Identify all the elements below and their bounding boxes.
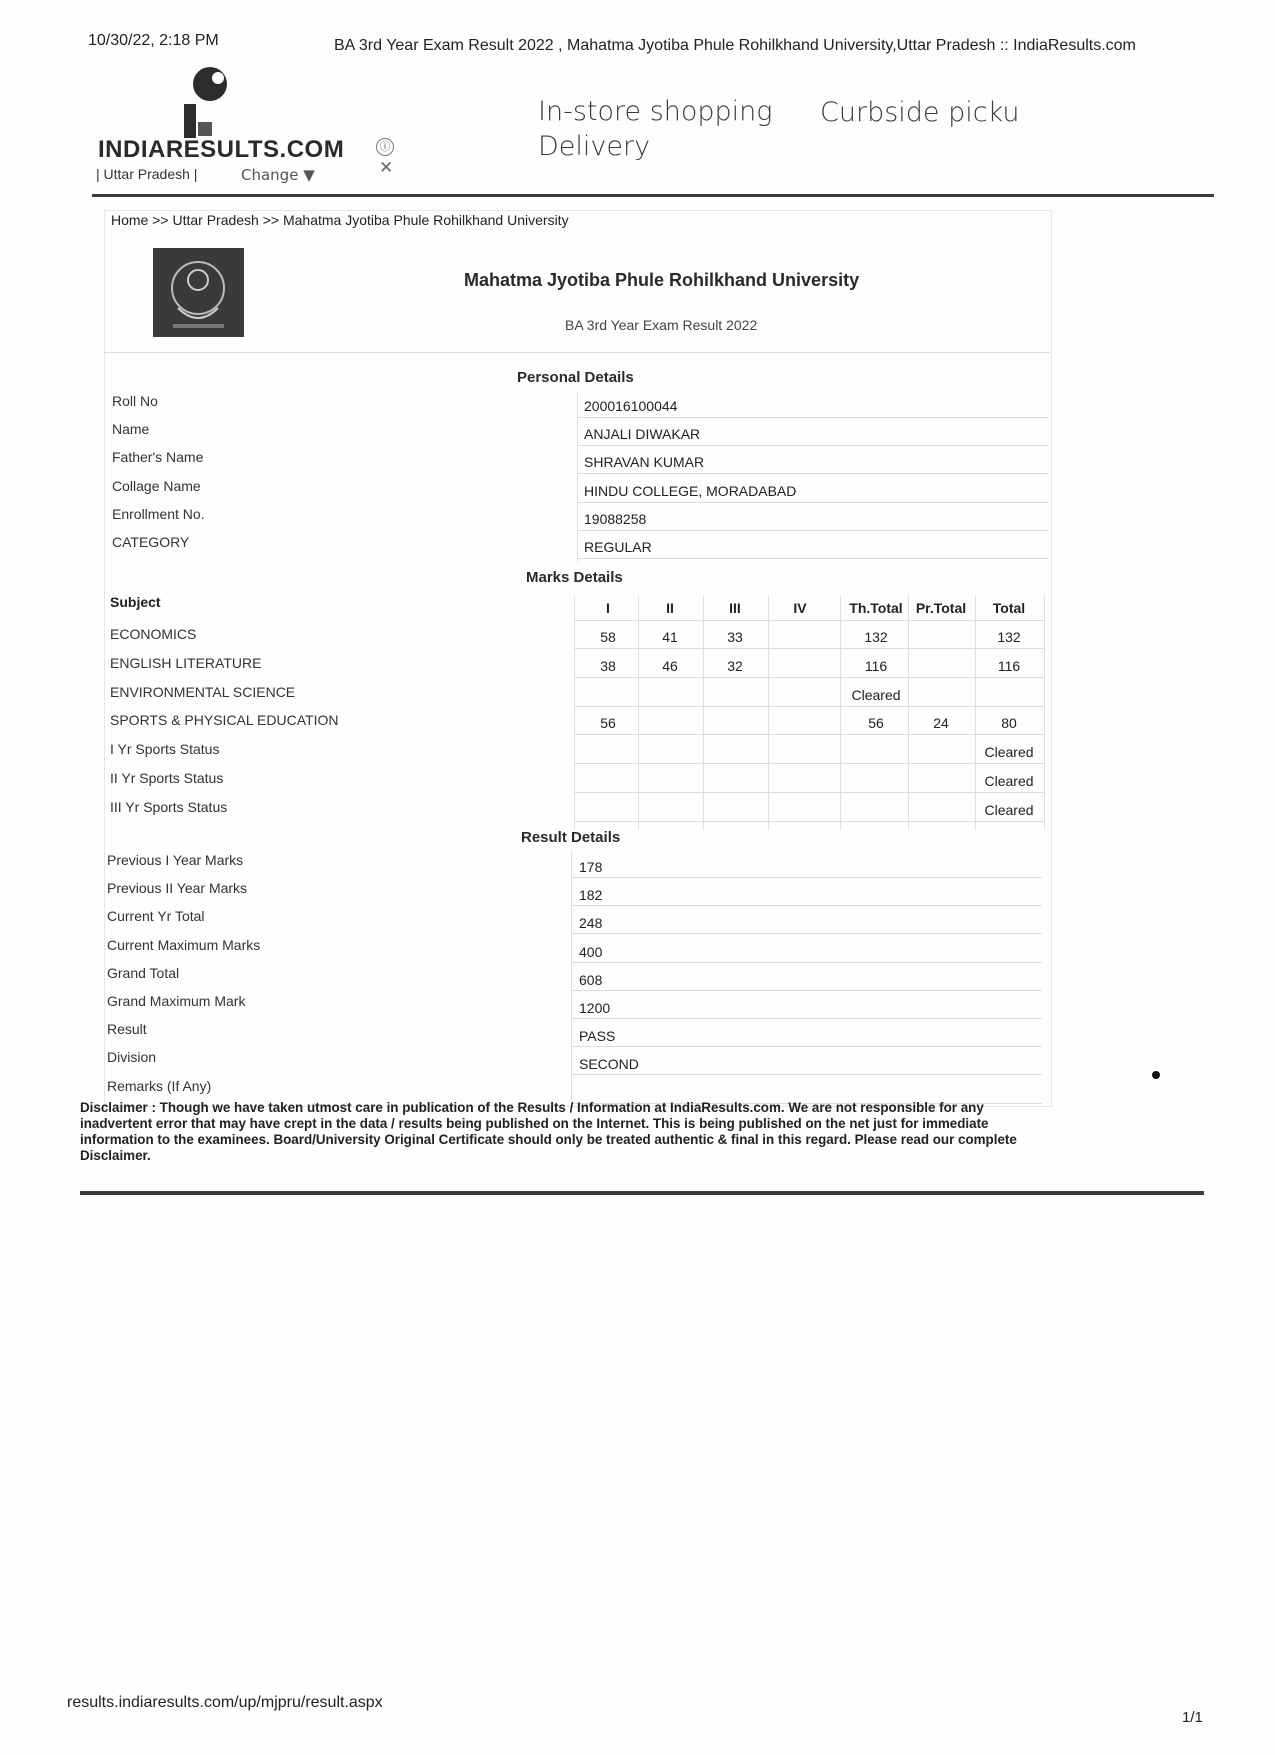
divider <box>572 962 1042 963</box>
marks-subject: I Yr Sports Status <box>110 741 220 758</box>
ad-info-icon[interactable]: ⓘ <box>376 138 394 156</box>
divider <box>104 352 1050 353</box>
print-datetime: 10/30/22, 2:18 PM <box>88 32 219 49</box>
marks-cell: Cleared <box>984 744 1034 761</box>
result-value: 608 <box>579 971 603 988</box>
divider <box>572 1018 1042 1019</box>
divider <box>574 763 1044 764</box>
divider <box>577 393 578 563</box>
exam-title: BA 3rd Year Exam Result 2022 <box>565 317 758 333</box>
marks-column-header: Th.Total <box>849 600 903 616</box>
university-seal-icon <box>153 248 244 337</box>
marks-subject: III Yr Sports Status <box>110 798 228 815</box>
result-label: Result <box>107 1021 147 1038</box>
marks-column-header: Pr.Total <box>915 600 967 616</box>
result-label: Previous II Year Marks <box>107 880 248 897</box>
disclaimer-text: Disclaimer : Though we have taken utmost care in publication of the Results / Information at IndiaResults.com. We are not responsible for any inadvertent error that may have crept in the data / results being published on the Internet. This is being published on the net just for immediate information to the examinees. Board/University Original Certificate should only be treated authentic & final in this regard. Please read our complete Disclaimer. <box>80 1100 1017 1163</box>
personal-label: Father's Name <box>112 449 204 466</box>
divider <box>908 596 909 830</box>
divider <box>574 677 1044 678</box>
ad-close-icon[interactable]: ✕ <box>379 158 394 177</box>
divider <box>578 558 1048 559</box>
personal-value: SHRAVAN KUMAR <box>584 454 705 471</box>
divider <box>574 734 1044 735</box>
personal-label: Roll No <box>112 393 158 409</box>
result-label: Remarks (If Any) <box>107 1077 212 1094</box>
marks-subject: ENVIRONMENTAL SCIENCE <box>110 683 296 700</box>
marks-subject: II Yr Sports Status <box>110 770 224 786</box>
marks-cell: 24 <box>933 715 949 732</box>
breadcrumb[interactable]: Home >> Uttar Pradesh >> Mahatma Jyotiba Phule Rohilkhand University <box>111 212 569 228</box>
print-footer-url: results.indiaresults.com/up/mjpru/result.aspx <box>67 1694 383 1711</box>
personal-label: Enrollment No. <box>112 505 205 522</box>
divider <box>574 792 1044 793</box>
personal-label: Name <box>112 421 150 438</box>
ad-text-curbside[interactable]: Curbside picku <box>820 97 1020 128</box>
header-divider <box>92 194 1214 197</box>
university-name: Mahatma Jyotiba Phule Rohilkhand University <box>464 270 860 290</box>
divider <box>578 473 1048 474</box>
marks-cell: 80 <box>1001 715 1017 732</box>
personal-value: ANJALI DIWAKAR <box>584 426 701 443</box>
marks-details-heading: Marks Details <box>526 569 623 586</box>
personal-details-heading: Personal Details <box>517 369 634 386</box>
ad-text-instore[interactable]: In-store shopping <box>538 96 773 127</box>
personal-value: 19088258 <box>584 510 647 527</box>
marks-cell: 56 <box>600 715 616 732</box>
marks-cell: Cleared <box>984 773 1034 789</box>
divider <box>768 596 769 830</box>
marks-cell: Cleared <box>851 686 901 703</box>
divider <box>578 502 1048 503</box>
ad-text-delivery[interactable]: Delivery <box>538 131 651 162</box>
divider <box>578 417 1048 418</box>
print-page-number: 1/1 <box>1182 1709 1203 1726</box>
marks-column-header: Total <box>992 600 1026 616</box>
divider <box>572 1046 1042 1047</box>
change-state-link[interactable]: Change ▼ <box>241 166 315 184</box>
result-label: Grand Total <box>107 964 180 981</box>
indiaresults-logo-icon[interactable] <box>178 64 238 140</box>
marks-column-header: I <box>606 600 610 616</box>
divider <box>574 596 575 830</box>
marks-cell: 116 <box>997 657 1021 674</box>
marks-cell: 46 <box>662 657 678 674</box>
divider <box>578 530 1048 531</box>
divider <box>703 596 704 830</box>
state-label: | Uttar Pradesh | <box>96 166 198 182</box>
site-logo-text[interactable]: INDIARESULTS.COM <box>98 136 345 163</box>
divider <box>578 445 1048 446</box>
footer-divider <box>80 1191 1204 1195</box>
result-details-heading: Result Details <box>521 829 621 846</box>
marks-subject: ECONOMICS <box>110 626 197 642</box>
result-value: 400 <box>579 943 603 960</box>
result-value: 182 <box>579 887 603 904</box>
marks-cell: 116 <box>864 657 888 674</box>
divider <box>840 596 841 830</box>
marks-cell: 132 <box>997 629 1021 645</box>
marks-column-header: III <box>729 600 741 616</box>
marks-cell: 41 <box>662 629 678 645</box>
result-label: Grand Maximum Mark <box>107 993 246 1009</box>
marks-cell: 33 <box>727 629 743 645</box>
divider <box>572 933 1042 934</box>
result-value: 178 <box>579 859 603 875</box>
personal-value: HINDU COLLEGE, MORADABAD <box>584 482 797 499</box>
marks-cell: Cleared <box>984 801 1034 818</box>
result-label: Current Yr Total <box>107 908 205 925</box>
result-label: Previous I Year Marks <box>107 852 244 868</box>
divider <box>572 990 1042 991</box>
personal-value: REGULAR <box>584 539 652 555</box>
marks-cell: 56 <box>868 715 884 732</box>
marks-subject: SPORTS & PHYSICAL EDUCATION <box>110 712 339 729</box>
result-value: 248 <box>579 915 603 932</box>
divider <box>572 877 1042 878</box>
divider <box>572 905 1042 906</box>
personal-label: CATEGORY <box>112 534 190 550</box>
marks-column-header: IV <box>793 600 807 616</box>
divider <box>574 648 1044 649</box>
marks-cell: 132 <box>864 629 888 645</box>
divider <box>571 852 572 1102</box>
subject-column-header: Subject <box>110 594 161 610</box>
result-value: PASS <box>579 1028 616 1045</box>
marks-subject: ENGLISH LITERATURE <box>110 654 262 671</box>
marks-cell: 32 <box>727 657 743 674</box>
divider <box>574 821 1044 822</box>
scan-mark <box>1152 1071 1160 1079</box>
divider <box>574 706 1044 707</box>
result-value: 1200 <box>579 1000 611 1016</box>
divider <box>572 1074 1042 1075</box>
result-label: Division <box>107 1049 157 1066</box>
divider <box>574 620 1044 621</box>
result-value: SECOND <box>579 1056 639 1073</box>
print-page-title: BA 3rd Year Exam Result 2022 , Mahatma Jyotiba Phule Rohilkhand University,Uttar Pradesh :: IndiaResults.com <box>334 37 1136 54</box>
divider <box>975 596 976 830</box>
result-label: Current Maximum Marks <box>107 936 261 953</box>
marks-cell: 58 <box>600 629 616 645</box>
personal-value: 200016100044 <box>584 398 678 414</box>
marks-cell: 38 <box>600 657 616 674</box>
marks-column-header: II <box>666 600 674 616</box>
divider <box>638 596 639 830</box>
divider <box>1044 596 1045 830</box>
personal-label: Collage Name <box>112 477 201 494</box>
